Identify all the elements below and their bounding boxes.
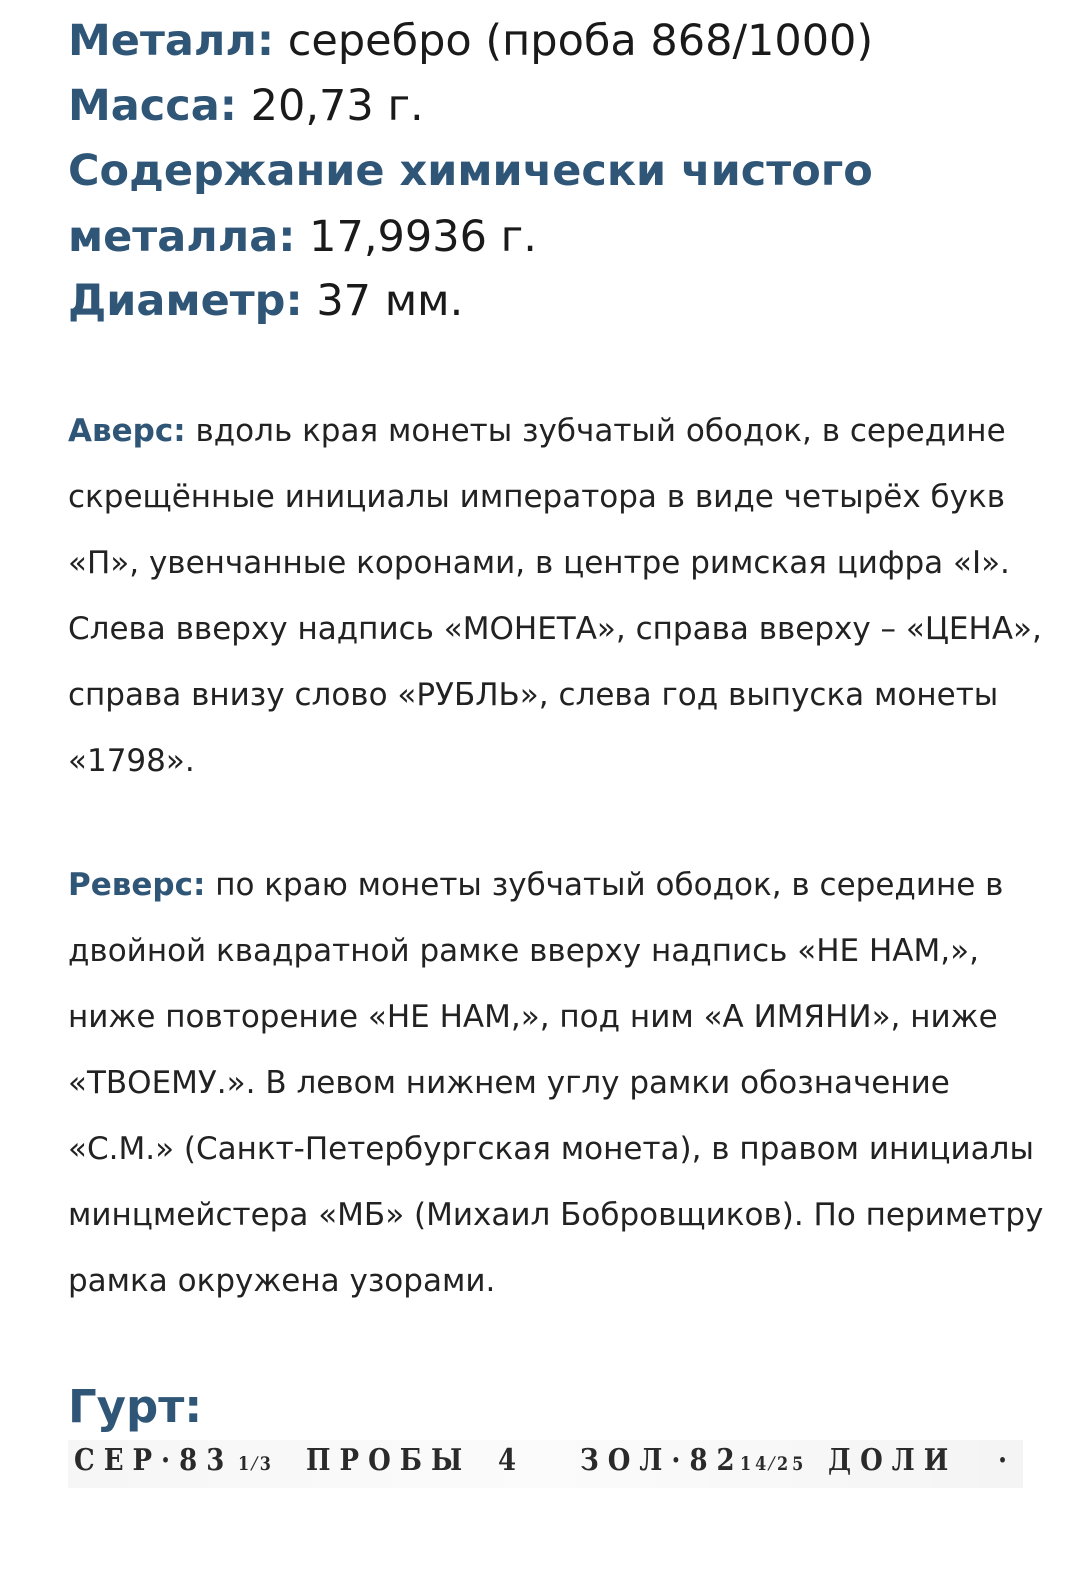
revers-label: Реверс: <box>68 867 206 903</box>
gurt-edge-frac1: 1⁄3 <box>238 1452 275 1475</box>
gurt-edge-inscription <box>68 1440 1023 1488</box>
spec-diameter <box>68 268 1048 334</box>
gurt-edge-part2: ПРОБЫ <box>306 1443 472 1479</box>
gurt-edge-part1: СЕР·83 <box>74 1443 234 1479</box>
revers-paragraph <box>68 852 1058 1314</box>
spec-metal-label: Металл: <box>68 16 275 66</box>
revers-text: по краю монеты зубчатый ободок, в середине в двойной квадратной рамке вверху надпись «НЕ НАМ,», ниже повторение «НЕ НАМ,», под ним «А ИМЯНИ», ниже «ТВОЕМУ.». В левом нижнем углу рамки обозначение «С.М.» (Санкт-Петербургская монета), в правом инициалы минцмейстера «МБ» (Михаил Бобровщиков). По периметру рамка окружена узорами. <box>68 867 1044 1299</box>
avers-label: Аверс: <box>68 413 186 449</box>
spec-metal <box>68 8 1048 74</box>
gurt-edge-part5: ДОЛИ <box>828 1443 958 1479</box>
spec-content-label-line2: металла: <box>68 212 296 262</box>
spec-mass-value: 20,73 г. <box>250 81 424 131</box>
spec-diameter-value: 37 мм. <box>316 276 464 326</box>
spec-metal-value: серебро (проба 868/1000) <box>287 16 874 66</box>
spec-mass <box>68 73 1048 139</box>
gurt-edge-part6: · <box>998 1443 1017 1479</box>
gurt-edge-frac2: 14⁄25 <box>740 1452 808 1475</box>
spec-content-value: 17,9936 г. <box>309 212 537 262</box>
avers-paragraph <box>68 398 1058 794</box>
gurt-label: Гурт: <box>68 1380 203 1433</box>
gurt-edge-part3: 4 <box>498 1443 526 1479</box>
spec-mass-label: Масса: <box>68 81 237 131</box>
spec-content <box>68 138 1048 270</box>
spec-diameter-label: Диаметр: <box>68 276 303 326</box>
spec-content-label-line1: Содержание химически чистого <box>68 146 873 196</box>
avers-text: вдоль края монеты зубчатый ободок, в середине скрещённые инициалы императора в виде четырёх букв «П», увенчанные коронами, в центре римская цифра «I». Слева вверху надпись «МОНЕТА», справа вверху – «ЦЕНА», справа внизу слово «РУБЛЬ», слева год выпуска монеты «1798». <box>68 413 1042 779</box>
gurt-edge-part4: ЗОЛ·82 <box>580 1443 744 1479</box>
